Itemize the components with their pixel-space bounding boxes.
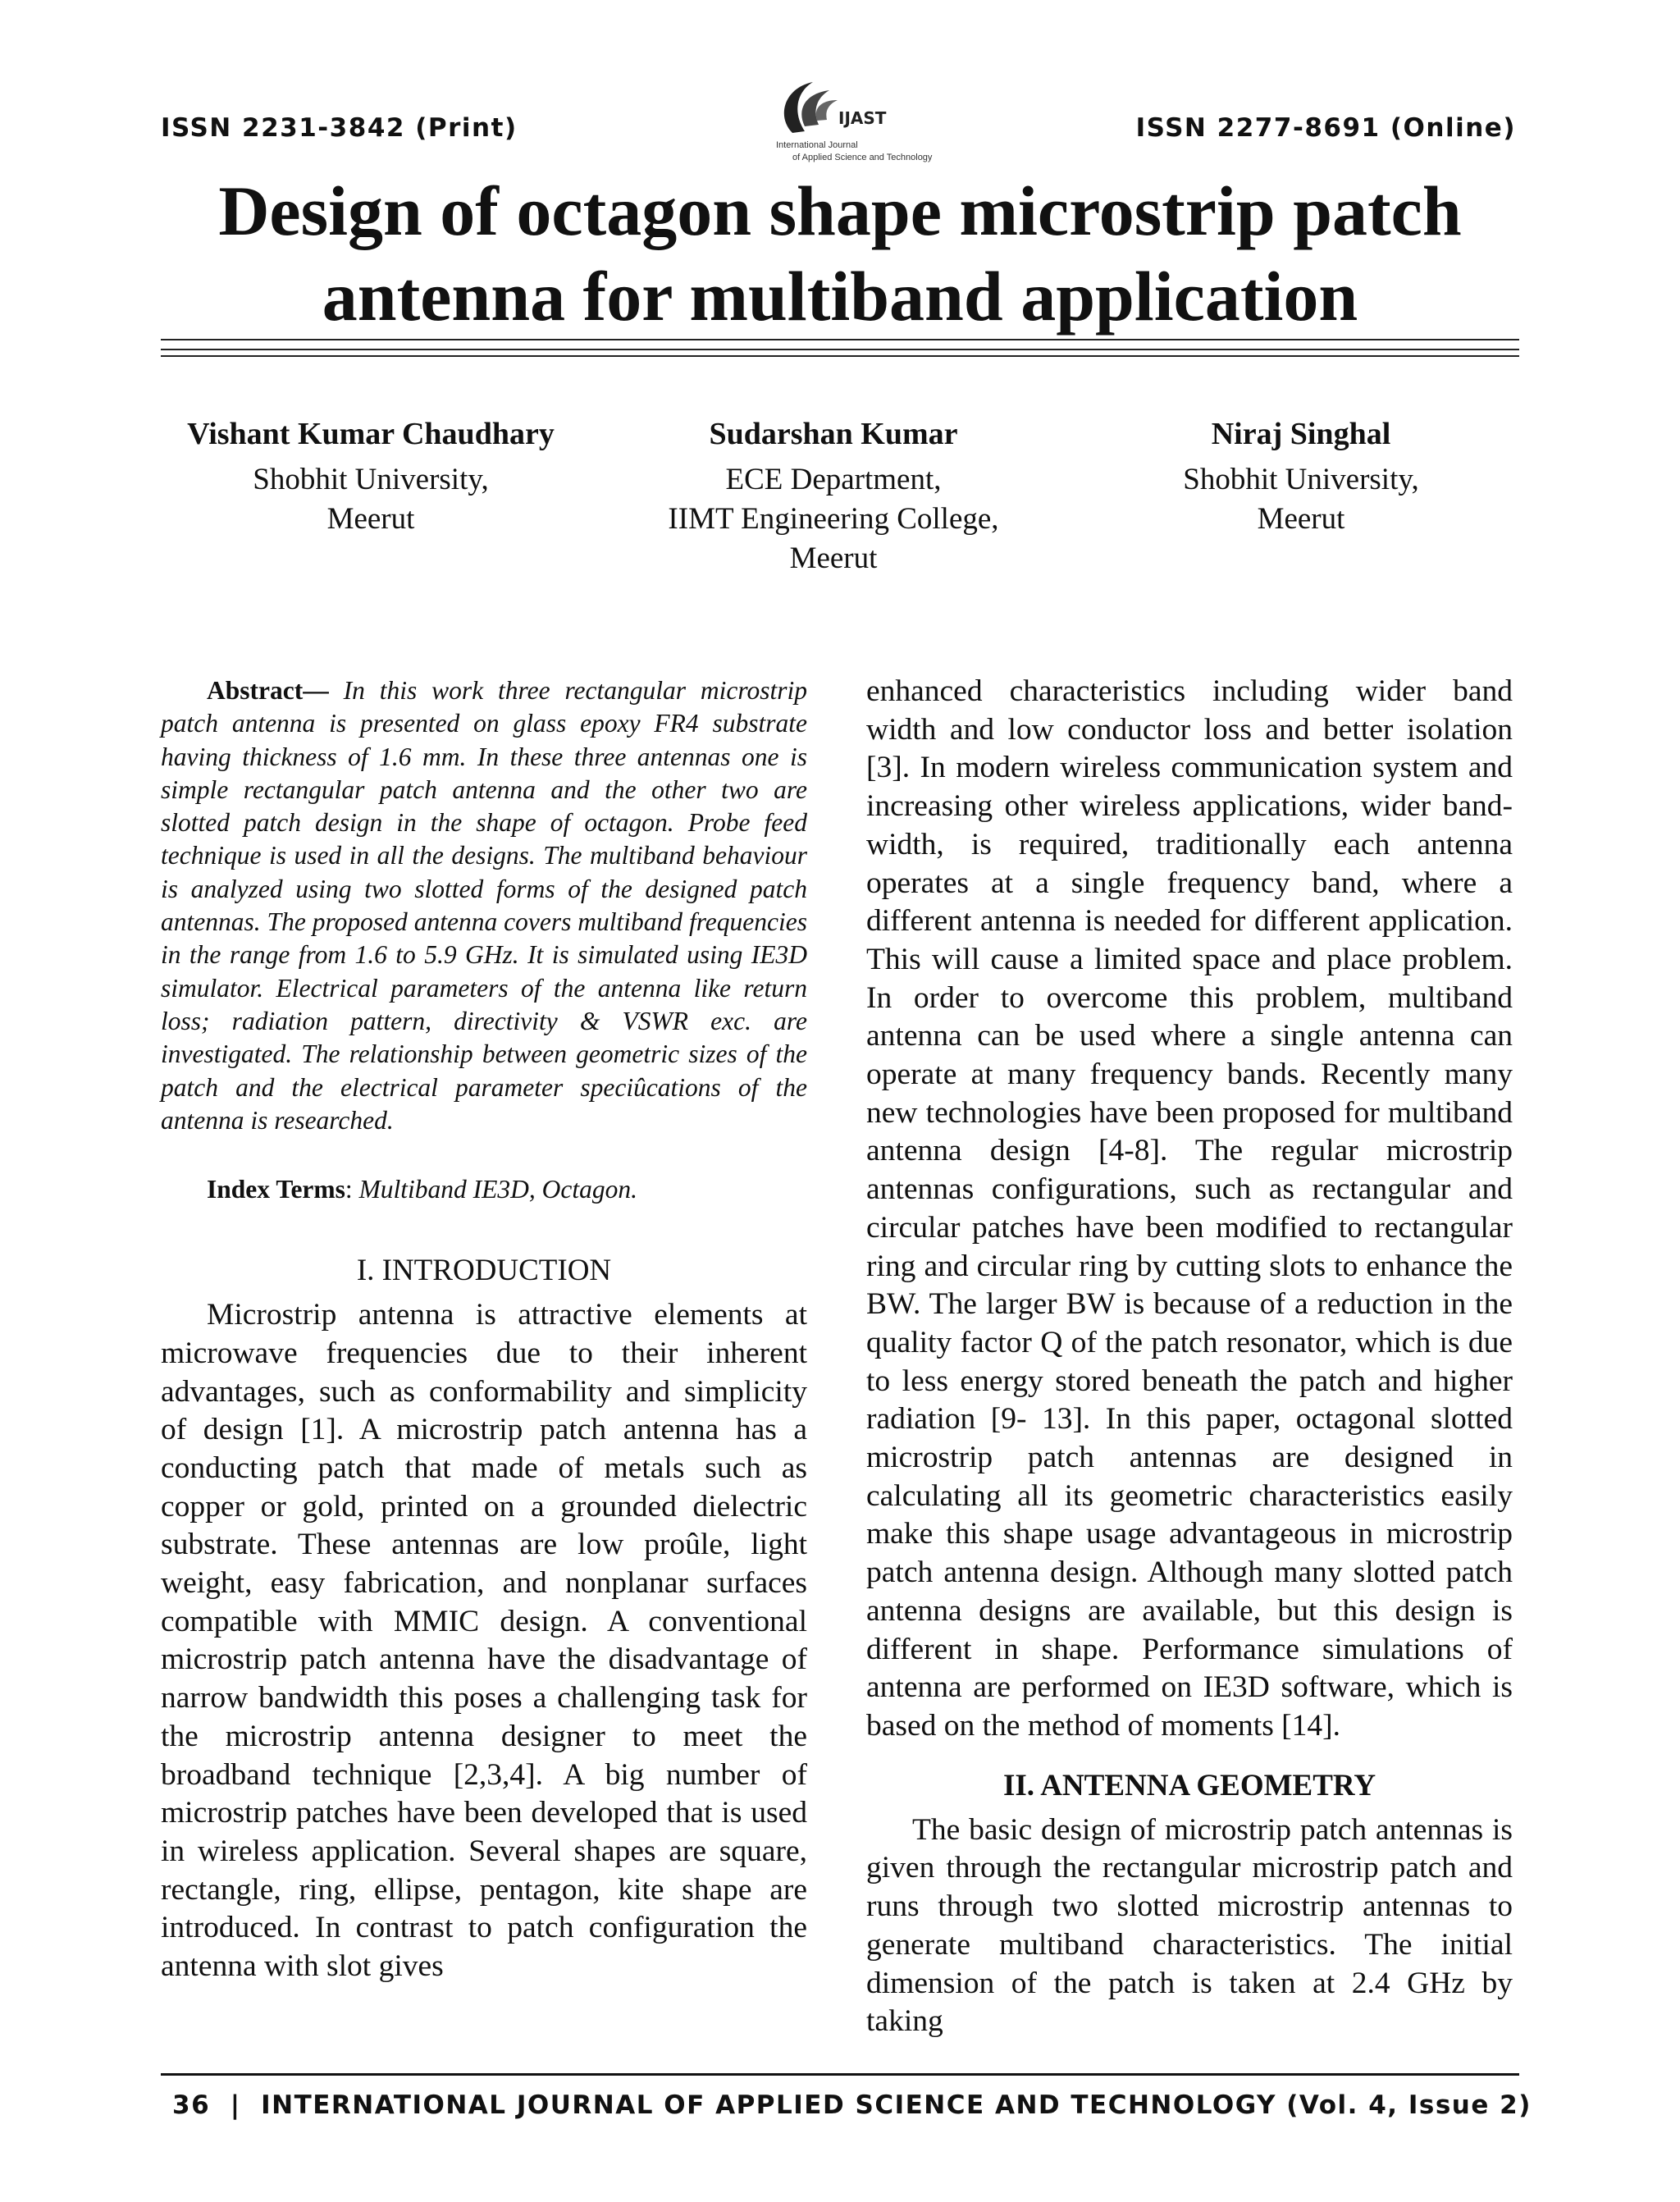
- affiliation-line: Shobhit University,: [1183, 463, 1419, 496]
- left-column: [161, 673, 807, 1986]
- title-rule: [161, 339, 1519, 340]
- logo-subtitle-line-2: of Applied Science and Technology: [792, 153, 933, 162]
- author-name: Niraj Singhal: [1211, 417, 1391, 451]
- author-affiliation: [1055, 460, 1547, 539]
- abstract: [161, 673, 807, 1137]
- affiliation-line: Meerut: [789, 541, 878, 575]
- index-terms-label: Index Terms: [207, 1175, 345, 1204]
- author-name: Sudarshan Kumar: [709, 417, 958, 451]
- index-terms: [161, 1173, 807, 1206]
- introduction-paragraph-continued: enhanced characteristics including wider band width and low conductor loss and better isolation [3]. In modern wireless communication system and increasing other wireless applications, wider band-width, is required, traditionally each antenna operates at a single frequency band, where a different antenna is needed for different application. This will cause a limited space and place problem. In order to overcome this problem, multiband antenna can be used where a single antenna can operate at many frequency bands. Recently many new technologies have been proposed for multiband antenna design [4-8]. The regular microstrip antennas configurations, such as rectangular and circular patches have been modified to rectangular ring and circular ring by cutting slots to enhance the BW. The larger BW is because of a reduction in the quality factor Q of the patch resonator, which is due to less energy stored beneath the patch and higher radiation [9- 13]. In this paper, octagonal slotted microstrip patch antennas are designed in calculating all its geometric characteristics easily make this shape usage advantageous in microstrip patch antenna design. Although many slotted patch antenna designs are available, but this design is different in shape. Performance simulations of antenna are performed on IE3D software, which is based on the method of moments [14].: [866, 674, 1513, 1743]
- issn-online: ISSN 2277-8691 (Online): [1135, 113, 1516, 143]
- affiliation-line: Meerut: [326, 502, 415, 536]
- author-block: [125, 414, 617, 539]
- introduction-paragraph: Microstrip antenna is attractive elements at microwave frequencies due to their inherent advantages, such as conformability and simplicity of design [1]. A microstrip patch antenna has a conducting patch that made of metals such as copper or gold, printed on a grounded dielectric substrate. These antennas are low proûle, light weight, easy fabrication, and nonplanar surfaces compatible with MMIC design. A conventional microstrip patch antenna have the disadvantage of narrow bandwidth this poses a challenging task for the microstrip antenna designer to meet the broadband technique [2,3,4]. A big number of microstrip patches have been developed that is used in wireless application. Several shapes are square, rectangle, ring, ellipse, pentagon, kite shape are introduced. In contrast to patch configuration the antenna with slot gives: [161, 1298, 807, 1984]
- footer-rule: [161, 2073, 1519, 2076]
- affiliation-line: Shobhit University,: [253, 463, 489, 496]
- issn-print: ISSN 2231-3842 (Print): [161, 113, 518, 143]
- paper-title: Design of octagon shape microstrip patch antenna for multiband application: [218, 171, 1462, 336]
- section-heading-introduction: I. INTRODUCTION: [356, 1254, 612, 1288]
- title-rule: [161, 355, 1519, 357]
- author-block: [587, 414, 1080, 578]
- affiliation-line: Meerut: [1257, 502, 1345, 536]
- ijast-swoosh-icon: [768, 75, 842, 141]
- title-rule: [161, 349, 1519, 350]
- abstract-text: In this work three rectangular microstrip patch antenna is presented on glass epoxy FR4 substrate having thickness of 1.6 mm. In these three antennas one is simple rectangular patch antenna and the other two are slotted patch design in the shape of octagon. Probe feed technique is used in all the designs. The multiband behaviour is analyzed using two slotted forms of the designed patch antennas. The proposed antenna covers multiband frequencies in the range from 1.6 to 5.9 GHz. It is simulated using IE3D simulator. Electrical parameters of the antenna like return loss; radiation pattern, directivity & VSWR exc. are investigated. The relationship between geometric sizes of the patch and the electrical parameter speciûcations of the antenna is researched.: [161, 676, 807, 1135]
- affiliation-line: IIMT Engineering College,: [668, 502, 999, 536]
- author-block: [1055, 414, 1547, 539]
- page-footer: 36 | INTERNATIONAL JOURNAL OF APPLIED SCIENCE AND TECHNOLOGY (Vol. 4, Issue 2): [172, 2090, 1532, 2120]
- section-heading-antenna-geometry: II. ANTENNA GEOMETRY: [1002, 1768, 1376, 1802]
- right-column: [866, 673, 1513, 2041]
- journal-logo: [768, 75, 932, 166]
- author-affiliation: [587, 460, 1080, 578]
- abstract-label: Abstract—: [207, 676, 329, 705]
- affiliation-line: ECE Department,: [725, 463, 942, 496]
- logo-subtitle-line-1: International Journal: [776, 140, 858, 150]
- index-terms-value: Multiband IE3D, Octagon.: [358, 1175, 638, 1204]
- author-name: Vishant Kumar Chaudhary: [187, 417, 555, 451]
- author-affiliation: [125, 460, 617, 539]
- antenna-geometry-paragraph: The basic design of microstrip patch antennas is given through the rectangular microstrip patch and runs through two slotted microstrip antennas to generate multiband characteristics. The initial dimension of the patch is taken at 2.4 GHz by taking: [866, 1812, 1513, 2039]
- index-terms-separator: :: [345, 1175, 359, 1204]
- logo-text: IJAST: [838, 108, 887, 128]
